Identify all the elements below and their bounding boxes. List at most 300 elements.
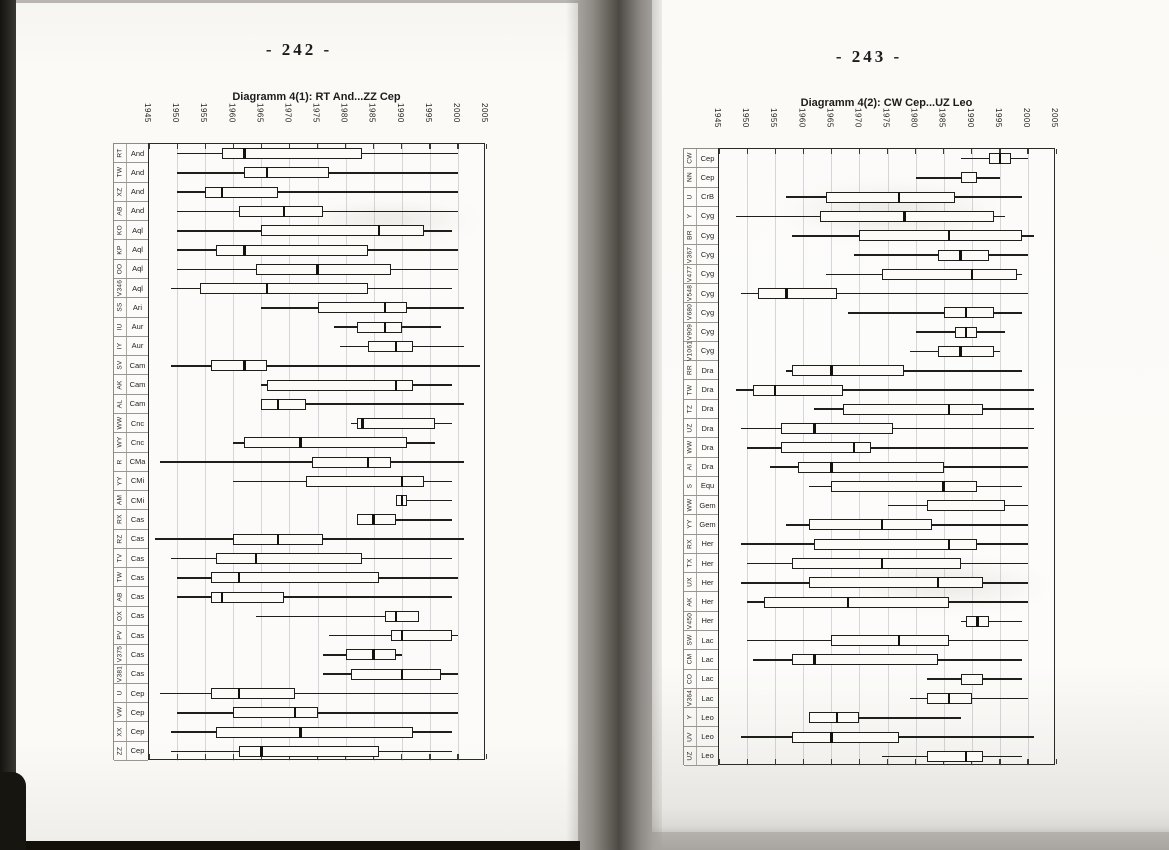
- constellation-label: Cas: [130, 649, 145, 659]
- star-designation-text: V1061: [686, 340, 694, 362]
- constellation-label: CrB: [701, 192, 714, 202]
- star-designation: [114, 279, 127, 297]
- box-row: [149, 742, 484, 761]
- median-line: [361, 418, 363, 429]
- constellation-label: Aql: [132, 264, 143, 274]
- star-designation-text: TZ: [686, 404, 694, 414]
- star-designation: [684, 438, 697, 456]
- star-designation-text: AM: [116, 495, 124, 506]
- year-tick-label: 1985: [937, 108, 947, 128]
- star-designation-text: Y: [686, 213, 694, 219]
- row-label: [114, 356, 148, 375]
- star-designation-text: S: [686, 483, 694, 489]
- box-row: [149, 510, 484, 529]
- row-label: [684, 149, 718, 168]
- median-line: [959, 250, 961, 261]
- box-row: [719, 226, 1054, 245]
- constellation-label: Dra: [701, 404, 714, 414]
- row-label: [114, 414, 148, 433]
- median-line: [401, 669, 403, 680]
- row-label: [684, 631, 718, 650]
- year-tick-label: 1995: [993, 108, 1003, 128]
- box-row: [719, 438, 1054, 457]
- constellation-label: Cyg: [700, 269, 715, 279]
- row-label: [684, 207, 718, 226]
- box-row: [149, 298, 484, 317]
- box-row: [719, 496, 1054, 515]
- constellation-label: Aur: [131, 322, 144, 332]
- row-label: [114, 395, 148, 414]
- year-tick-label: 1985: [367, 103, 377, 123]
- year-tick-label: 2000: [1021, 108, 1031, 128]
- star-designation: [684, 477, 697, 495]
- median-line: [847, 597, 849, 608]
- star-designation-text: NN: [686, 172, 694, 183]
- star-designation-text: KO: [116, 225, 124, 236]
- year-tick-label: 1945: [713, 108, 722, 128]
- row-label: [114, 221, 148, 240]
- quartile-box: [244, 167, 328, 178]
- box-row: [149, 568, 484, 587]
- constellation-label: Cyg: [700, 211, 715, 221]
- quartile-box: [368, 341, 413, 352]
- constellation-label: Cyg: [700, 250, 715, 260]
- median-line: [255, 553, 257, 564]
- median-line: [283, 206, 285, 217]
- row-label: [114, 703, 148, 722]
- box-row: [149, 530, 484, 549]
- year-tick-label: 1960: [797, 108, 807, 128]
- year-tick-label: 1975: [881, 108, 891, 128]
- year-tick-label: 1990: [395, 103, 405, 123]
- row-label: [684, 535, 718, 554]
- constellation-label: Aql: [132, 245, 143, 255]
- constellation-label: Ari: [132, 302, 143, 312]
- median-line: [976, 616, 978, 627]
- constellation-label: Aur: [131, 341, 144, 351]
- constellation-label: Cyg: [700, 327, 715, 337]
- row-label: [114, 722, 148, 741]
- star-designation: [684, 380, 697, 398]
- quartile-box: [351, 669, 441, 680]
- quartile-box: [211, 572, 380, 583]
- quartile-box: [798, 462, 944, 473]
- row-label: [114, 337, 148, 356]
- quartile-box: [843, 404, 983, 415]
- row-label: [114, 607, 148, 626]
- star-designation-text: RT: [116, 148, 124, 158]
- year-tick-label: 2005: [480, 103, 489, 123]
- box-row: [719, 265, 1054, 284]
- row-label: [684, 342, 718, 361]
- constellation-label: Lac: [701, 674, 714, 684]
- year-tick-label: 1965: [825, 108, 835, 128]
- constellation-label: Leo: [701, 751, 714, 761]
- star-designation-text: TX: [686, 558, 694, 568]
- box-row: [719, 342, 1054, 361]
- star-designation: [114, 414, 127, 432]
- constellation-label: Cas: [130, 630, 145, 640]
- row-label: [684, 226, 718, 245]
- median-line: [384, 302, 386, 313]
- star-designation-text: BR: [686, 230, 694, 241]
- star-designation: [684, 284, 697, 302]
- row-label: [114, 587, 148, 606]
- box-row: [149, 183, 484, 202]
- constellation-label: Her: [701, 558, 714, 568]
- star-designation: [114, 453, 127, 471]
- star-designation: [114, 183, 127, 201]
- row-label: [684, 419, 718, 438]
- star-designation-text: V477: [686, 265, 694, 283]
- box-row: [149, 318, 484, 337]
- box-row: [149, 375, 484, 394]
- row-label: [684, 650, 718, 669]
- axis-tickmark: [1056, 149, 1057, 154]
- star-designation-text: V450: [686, 612, 694, 630]
- year-tick-label: 1950: [741, 108, 751, 128]
- row-label: [684, 303, 718, 322]
- row-label: [114, 742, 148, 761]
- row-label: [114, 318, 148, 337]
- quartile-box: [809, 519, 933, 530]
- quartile-box: [312, 457, 391, 468]
- constellation-label: Her: [701, 577, 714, 587]
- star-designation-text: IU: [116, 323, 124, 331]
- median-line: [243, 245, 245, 256]
- constellation-label: Cyg: [700, 288, 715, 298]
- box-row: [149, 684, 484, 703]
- quartile-box: [211, 688, 295, 699]
- scan-corner-shadow: [0, 772, 26, 850]
- row-label: [684, 554, 718, 573]
- star-designation: [114, 530, 127, 548]
- star-designation: [684, 323, 697, 341]
- star-designation-text: SV: [116, 360, 124, 370]
- whisker-line: [848, 312, 1022, 314]
- constellation-label: Cnc: [130, 437, 145, 447]
- quartile-box: [357, 322, 402, 333]
- box-row: [719, 631, 1054, 650]
- star-designation-text: YY: [116, 476, 124, 486]
- star-designation-text: VW: [116, 706, 124, 718]
- star-designation: [114, 240, 127, 258]
- quartile-box: [256, 264, 391, 275]
- star-designation-text: AB: [116, 206, 124, 216]
- star-designation-text: UZ: [686, 423, 694, 433]
- quartile-box: [944, 307, 995, 318]
- quartile-box: [261, 225, 424, 236]
- box-row: [719, 323, 1054, 342]
- star-designation: [684, 573, 697, 591]
- plot-area: [148, 143, 485, 760]
- constellation-label: Cep: [130, 727, 145, 737]
- star-designation: [684, 361, 697, 379]
- star-designation-text: UX: [686, 577, 694, 588]
- star-designation: [114, 684, 127, 702]
- constellation-label: Aql: [132, 283, 143, 293]
- star-designation: [114, 375, 127, 393]
- star-designation-text: R: [116, 459, 124, 465]
- constellation-label: Cep: [130, 707, 145, 717]
- star-designation: [114, 472, 127, 490]
- median-line: [277, 399, 279, 410]
- box-row: [149, 587, 484, 606]
- star-designation: [114, 645, 127, 663]
- star-designation-text: CW: [686, 152, 694, 164]
- year-tick-label: 1955: [769, 108, 779, 128]
- box-row: [719, 515, 1054, 534]
- box-row: [149, 703, 484, 722]
- quartile-box: [859, 230, 1022, 241]
- median-line: [266, 283, 268, 294]
- star-designation-text: V375: [116, 646, 124, 663]
- row-label: [114, 298, 148, 317]
- median-line: [965, 307, 967, 318]
- star-designation-text: PV: [116, 630, 124, 640]
- year-tick-label: 1970: [853, 108, 863, 128]
- star-designation-text: AK: [686, 596, 694, 607]
- plot-area: [718, 148, 1055, 765]
- box-row: [149, 453, 484, 472]
- year-tick-label: 1980: [339, 103, 349, 123]
- star-designation-text: SS: [116, 302, 124, 313]
- star-designation: [684, 419, 697, 437]
- star-designation: [684, 612, 697, 630]
- star-designation-text: XZ: [116, 187, 124, 197]
- quartile-box: [781, 423, 893, 434]
- star-designation-text: V680: [686, 304, 694, 321]
- constellation-label: And: [130, 167, 145, 177]
- row-label: [684, 670, 718, 689]
- row-label: [114, 530, 148, 549]
- row-label: [114, 665, 148, 684]
- row-label: [684, 438, 718, 457]
- constellation-label: Cas: [130, 553, 145, 563]
- star-designation: [114, 202, 127, 220]
- star-designation: [114, 568, 127, 586]
- constellation-label: Cam: [129, 399, 146, 409]
- year-tick-label: 2000: [451, 103, 461, 123]
- median-line: [299, 727, 301, 738]
- constellation-label: CMa: [129, 457, 146, 467]
- whisker-line: [160, 693, 458, 695]
- constellation-label: And: [130, 148, 145, 158]
- year-tick-label: 2005: [1050, 108, 1059, 128]
- median-line: [372, 649, 374, 660]
- row-label: [684, 592, 718, 611]
- star-designation-text: AB: [116, 591, 124, 602]
- year-tick-label: 1955: [199, 103, 209, 123]
- star-designation: [684, 496, 697, 514]
- star-designation-text: TW: [686, 384, 694, 395]
- box-row: [149, 260, 484, 279]
- quartile-box: [831, 481, 977, 492]
- star-designation-text: WW: [686, 440, 694, 454]
- constellation-label: Gem: [699, 500, 716, 510]
- box-row: [719, 168, 1054, 187]
- star-designation: [684, 515, 697, 533]
- star-designation: [114, 491, 127, 509]
- star-designation-text: WW: [116, 416, 124, 430]
- quartile-box: [216, 553, 362, 564]
- row-label: [684, 265, 718, 284]
- box-row: [719, 361, 1054, 380]
- quartile-box: [211, 360, 267, 371]
- quartile-box: [385, 611, 419, 622]
- row-label: [114, 375, 148, 394]
- median-line: [785, 288, 787, 299]
- median-line: [260, 746, 262, 757]
- box-row: [719, 727, 1054, 746]
- star-designation: [684, 747, 697, 765]
- box-row: [149, 722, 484, 741]
- quartile-box: [357, 514, 396, 525]
- quartile-box: [758, 288, 837, 299]
- row-label: [114, 472, 148, 491]
- median-line: [948, 539, 950, 550]
- quartile-box: [244, 437, 407, 448]
- row-label: [114, 144, 148, 163]
- quartile-box: [831, 635, 949, 646]
- quartile-box: [938, 346, 994, 357]
- median-line: [830, 365, 832, 376]
- star-designation-text: Y: [686, 714, 694, 720]
- star-designation-text: UZ: [686, 751, 694, 761]
- median-line: [813, 654, 815, 665]
- median-line: [948, 404, 950, 415]
- box-row: [149, 433, 484, 452]
- star-designation: [114, 433, 127, 451]
- star-designation-text: AK: [116, 379, 124, 390]
- median-line: [395, 341, 397, 352]
- median-line: [299, 437, 301, 448]
- row-label: [114, 491, 148, 510]
- median-line: [853, 442, 855, 453]
- star-designation: [684, 149, 697, 167]
- star-designation-text: UV: [686, 731, 694, 742]
- star-designation: [114, 144, 127, 162]
- star-designation: [114, 163, 127, 181]
- box-row: [149, 607, 484, 626]
- constellation-label: Dra: [701, 442, 714, 452]
- box-row: [719, 708, 1054, 727]
- box-row: [149, 645, 484, 664]
- row-label: [114, 453, 148, 472]
- star-designation-text: TW: [116, 167, 124, 178]
- box-row: [719, 573, 1054, 592]
- year-tick-label: 1960: [227, 103, 237, 123]
- star-designation-text: WY: [116, 436, 124, 448]
- quartile-box: [216, 727, 413, 738]
- scan-left-edge: [0, 0, 16, 850]
- star-designation: [114, 318, 127, 336]
- row-label: [684, 168, 718, 187]
- quartile-box: [318, 302, 408, 313]
- row-label: [114, 260, 148, 279]
- median-line: [999, 153, 1001, 164]
- year-tick-label: 1950: [171, 103, 181, 123]
- row-label: [684, 477, 718, 496]
- median-line: [221, 187, 223, 198]
- row-label: [114, 626, 148, 645]
- star-designation: [684, 631, 697, 649]
- star-designation-text: SW: [686, 634, 694, 646]
- box-row: [719, 149, 1054, 168]
- star-designation: [114, 337, 127, 355]
- star-designation-text: V909: [686, 323, 694, 340]
- constellation-label: Cyg: [700, 230, 715, 240]
- row-label: [684, 496, 718, 515]
- row-label: [684, 747, 718, 766]
- median-line: [238, 688, 240, 699]
- quartile-box: [938, 250, 989, 261]
- year-tick-label: 1965: [255, 103, 265, 123]
- row-label: [114, 433, 148, 452]
- star-designation: [684, 689, 697, 707]
- constellation-label: Cep: [130, 746, 145, 756]
- box-row: [149, 472, 484, 491]
- constellation-label: Dra: [701, 423, 714, 433]
- constellation-label: Cas: [130, 514, 145, 524]
- quartile-box: [306, 476, 424, 487]
- quartile-box: [267, 380, 413, 391]
- star-designation: [114, 221, 127, 239]
- constellation-label: Cam: [129, 360, 146, 370]
- constellation-label: Cas: [130, 592, 145, 602]
- median-line: [277, 534, 279, 545]
- box-row: [719, 554, 1054, 573]
- row-label: [684, 284, 718, 303]
- boxplot-chart-2: [683, 102, 1059, 765]
- quartile-box: [927, 751, 983, 762]
- star-designation-text: U: [686, 194, 694, 200]
- constellation-label: Cas: [130, 572, 145, 582]
- constellation-label: Leo: [701, 732, 714, 742]
- row-label: [114, 645, 148, 664]
- page-number-left: - 242 -: [265, 40, 333, 59]
- star-designation-text: CO: [686, 673, 694, 684]
- star-designation-text: TV: [116, 553, 124, 563]
- constellation-label: Her: [701, 616, 714, 626]
- axis-tickmark: [486, 754, 487, 759]
- star-designation: [684, 727, 697, 745]
- box-row: [149, 202, 484, 221]
- median-line: [898, 635, 900, 646]
- right-page-bottom-shadow: [652, 826, 1169, 850]
- median-line: [942, 481, 944, 492]
- quartile-box: [781, 442, 871, 453]
- row-label: [114, 684, 148, 703]
- median-line: [774, 385, 776, 396]
- quartile-box: [205, 187, 278, 198]
- quartile-box: [357, 418, 436, 429]
- row-label: [684, 708, 718, 727]
- row-label: [684, 245, 718, 264]
- median-line: [401, 476, 403, 487]
- quartile-box: [809, 577, 983, 588]
- box-row: [149, 356, 484, 375]
- year-tick-label: 1990: [965, 108, 975, 128]
- median-line: [238, 572, 240, 583]
- constellation-label: Dra: [701, 385, 714, 395]
- star-designation: [114, 742, 127, 760]
- row-label: [114, 202, 148, 221]
- star-designation-text: RR: [686, 365, 694, 376]
- star-designation: [114, 607, 127, 625]
- box-row: [149, 626, 484, 645]
- quartile-box: [814, 539, 977, 550]
